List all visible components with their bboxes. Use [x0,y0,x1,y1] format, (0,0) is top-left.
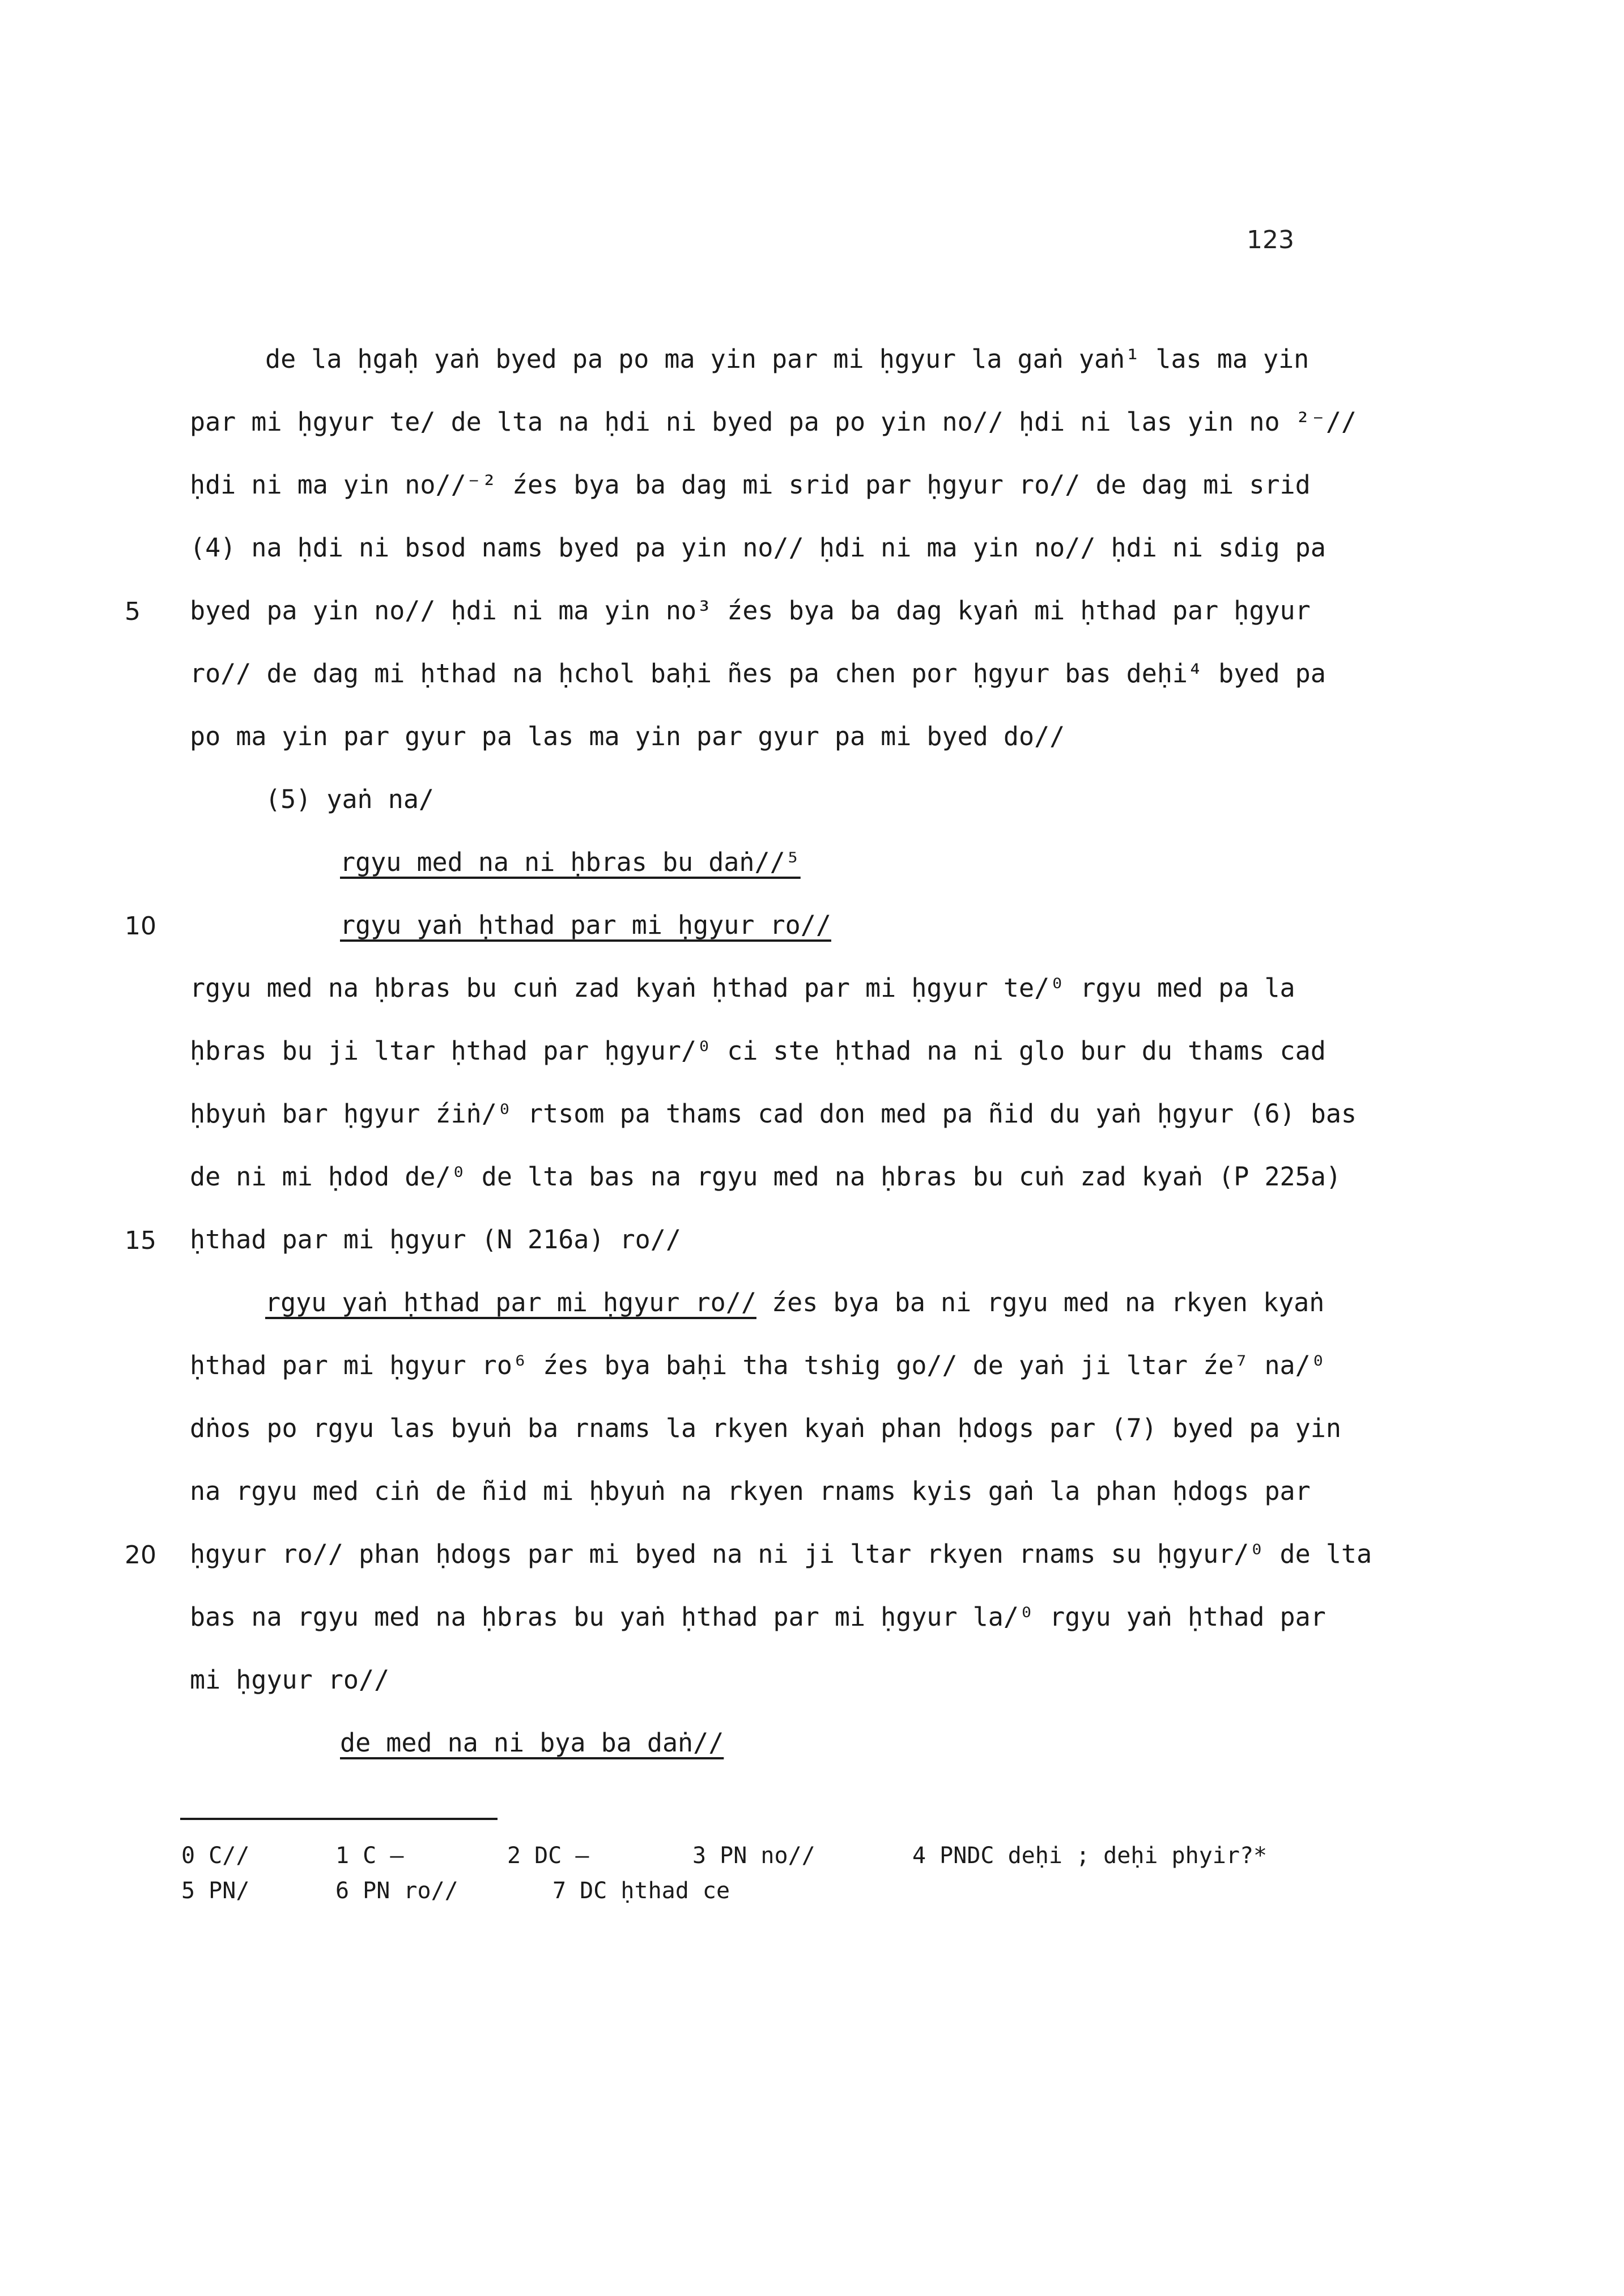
line-number-10: 10 [125,912,156,941]
footnote-6: 6 PN ro// [335,1878,458,1904]
underlined-quote: rgyu yaṅ ḥthad par mi ḥgyur ro// [265,1287,756,1317]
verse-line-3: de med na ni bya ba daṅ// [340,1728,724,1758]
body-line-7: po ma yin par gyur pa las ma yin par gyur pa mi byed do// [190,721,1065,751]
body-line-13: ḥbyuṅ bar ḥgyur źiṅ/⁰ rtsom pa thams cad don med pa ñid du yaṅ ḥgyur (6) bas [190,1099,1357,1129]
footnote-0: 0 C// [181,1843,250,1869]
body-line-15: ḥthad par mi ḥgyur (N 216a) ro// [190,1224,681,1255]
body-line-5: byed pa yin no// ḥdi ni ma yin no³ źes bya ba dag kyaṅ mi ḥthad par ḥgyur [190,596,1311,626]
body-line-2: par mi ḥgyur te/ de lta na ḥdi ni byed pa po yin no// ḥdi ni las yin no ²⁻// [190,407,1357,437]
body-line-12: ḥbras bu ji ltar ḥthad par ḥgyur/⁰ ci ste ḥthad na ni glo bur du thams cad [190,1036,1326,1066]
body-line-1: de la ḥgaḥ yaṅ byed pa po ma yin par mi ḥgyur la gaṅ yaṅ¹ las ma yin [265,344,1310,374]
body-line-19: na rgyu med ciṅ de ñid mi ḥbyuṅ na rkyen rnams kyis gaṅ la phan ḥdogs par [190,1476,1311,1506]
body-line-6: ro// de dag mi ḥthad na ḥchol baḥi ñes pa chen por ḥgyur bas deḥi⁴ byed pa [190,658,1326,688]
body-line-18: dṅos po rgyu las byuṅ ba rnams la rkyen kyaṅ phan ḥdogs par (7) byed pa yin [190,1413,1341,1443]
body-line-11: rgyu med na ḥbras bu cuṅ zad kyaṅ ḥthad par mi ḥgyur te/⁰ rgyu med pa la [190,973,1295,1003]
body-line-16 [265,1286,1324,1320]
body-line-16-text: źes bya ba ni rgyu med na rkyen kyaṅ [772,1287,1325,1317]
footnote-5: 5 PN/ [181,1878,250,1904]
line-number-15: 15 [125,1226,156,1255]
footnote-7: 7 DC ḥthad ce [552,1878,730,1904]
footnote-1: 1 C — [335,1843,404,1869]
footnote-3: 3 PN no// [692,1843,815,1869]
body-line-8: (5) yaṅ na/ [265,784,435,814]
body-line-3: ḥdi ni ma yin no//⁻² źes bya ba dag mi srid par ḥgyur ro// de dag mi srid [190,470,1311,500]
footnote-divider [180,1818,498,1820]
verse-line-2: rgyu yaṅ ḥthad par mi ḥgyur ro// [340,910,831,940]
body-line-22: mi ḥgyur ro// [190,1665,390,1695]
verse-line-1: rgyu med na ni ḥbras bu daṅ//⁵ [340,847,801,877]
body-line-14: de ni mi ḥdod de/⁰ de lta bas na rgyu med na ḥbras bu cuṅ zad kyaṅ (P 225a) [190,1162,1341,1192]
body-line-4: (4) na ḥdi ni bsod nams byed pa yin no// ḥdi ni ma yin no// ḥdi ni sdig pa [190,533,1326,563]
line-number-5: 5 [125,597,141,626]
footnote-4: 4 PNDC deḥi ; deḥi phyir?* [912,1843,1268,1869]
page-number: 123 [1247,226,1294,254]
body-line-20: ḥgyur ro// phan ḥdogs par mi byed na ni ji ltar rkyen rnams su ḥgyur/⁰ de lta [190,1539,1372,1569]
line-number-20: 20 [125,1541,156,1570]
footnote-2: 2 DC — [507,1843,589,1869]
body-line-21: bas na rgyu med na ḥbras bu yaṅ ḥthad par mi ḥgyur la/⁰ rgyu yaṅ ḥthad par [190,1602,1326,1632]
body-line-17: ḥthad par mi ḥgyur ro⁶ źes bya baḥi tha tshig go// de yaṅ ji ltar źe⁷ na/⁰ [190,1350,1326,1380]
